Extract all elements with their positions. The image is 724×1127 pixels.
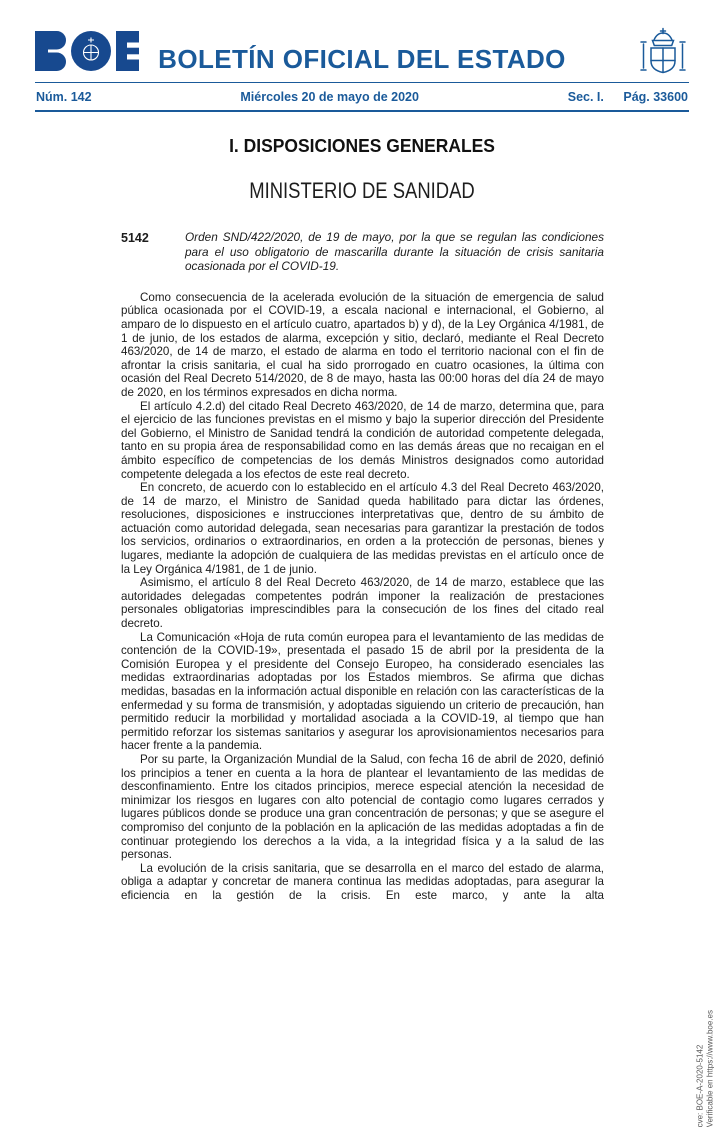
document-body (121, 291, 604, 903)
masthead (35, 0, 689, 112)
order-number: 5142 (121, 231, 149, 245)
order-title: Orden SND/422/2020, de 19 de mayo, por la que se regulan las condiciones para el uso obligatorio de mascarilla durante la situación de crisis sanitaria ocasionada por el COVID-19. (185, 230, 604, 274)
paragraph: La evolución de la crisis sanitaria, que se desarrolla en el marco del estado de alarma, obliga a adaptar y concretar de manera continua las medidas adoptadas, para asegurar la eficiencia en la gestión de la crisis. En este marco, y ante la alta (121, 861, 604, 902)
paragraph: La Comunicación «Hoja de ruta común europea para el levantamiento de las medidas de contención de la COVID-19», presentada el pasado 15 de abril por la presidenta de la Comisión Europea y el presidente del Consejo Europeo, ha considerado esenciales las medidas extraordinarias adoptadas por los Estados miembros. Se afirma que dichas medidas, basadas en la información actual disponible en relación con las características de la enfermedad y su forma de transmisión, y adoptadas siguiendo un criterio de precaución, han permitido reducir la morbilidad y mortalidad asociada a la COVID-19, al tiempo que han permitido reforzar los sistemas sanitarios y asegurar los aprovisionamientos necesarios para hacer frente a la pandemia. (121, 630, 604, 753)
issue-date: Miércoles 20 de mayo de 2020 (240, 90, 419, 104)
paragraph: En concreto, de acuerdo con lo establecido en el artículo 4.3 del Real Decreto 463/2020, de 14 de marzo, el Ministro de Sanidad queda habilitado para dictar las órdenes, resoluciones, disposiciones e instrucciones interpretativas que, dentro de su ámbito de actuación como autoridad delegada, sean necesarias para garantizar la prestación de todos los servicios, ordinarios o extraordinarios, en orden a la protección de personas, bienes y lugares, mediante la adopción de cualquiera de las medidas previstas en el artículo once de la Ley Orgánica 4/1981, de 1 de junio. (121, 481, 604, 576)
issue-number: Núm. 142 (36, 90, 92, 104)
cve-code: cve: BOE-A-2020-5142 (695, 1044, 704, 1127)
masthead-title: BOLETÍN OFICIAL DEL ESTADO (158, 44, 566, 74)
section-page-group (568, 90, 688, 104)
order-block (121, 230, 604, 274)
section-label: Sec. I. (567, 90, 604, 104)
issue-meta-row (35, 83, 689, 110)
verification-url: Verificable en https://www.boe.es (705, 1010, 714, 1127)
header-divider-thick (35, 110, 689, 112)
paragraph: Por su parte, la Organización Mundial de la Salud, con fecha 16 de abril de 2020, definió los principios a tener en cuenta a la hora de plantear el levantamiento de las medidas de desconfinamiento. Entre los citados principios, merece especial atención la necesidad de minimizar los riesgos en lugares con alto potencial de contagio como lugares cerrados y lugares públicos donde se produce una gran concentración de personas; y que se asegure el compromiso del conjunto de la población en la aplicación de las medidas adoptadas a fin de continuar protegiendo los derechos a la vida, a la integridad física y a la salud de las personas. (121, 752, 604, 862)
paragraph: Como consecuencia de la acelerada evolución de la situación de emergencia de salud pública ocasionada por el COVID-19, a escala nacional e internacional, el Gobierno, al amparo de lo dispuesto en el artículo cuatro, apartados b) y d), de la Ley Orgánica 4/1981, de 1 de junio, de los estados de alarma, excepción y sitio, declaró, mediante el Real Decreto 463/2020, de 14 de marzo, el estado de alarma en todo el territorio nacional con el fin de afrontar la crisis sanitaria, el cual ha sido prorrogado en cuatro ocasiones, la última con ocasión del Real Decreto 514/2020, de 8 de mayo, hasta las 00:00 horas del día 24 de mayo de 2020, en los términos expresados en dicha norma. (121, 290, 604, 399)
cve-vertical-text (695, 1010, 715, 1127)
paragraph: Asimismo, el artículo 8 del Real Decreto 463/2020, de 14 de marzo, establece que las autoridades delegadas competentes podrán imponer la realización de prestaciones personales obligatorias imprescindibles para la consecución de los fines del citado real decreto. (121, 576, 604, 631)
masthead-top (35, 0, 689, 82)
section-heading: I. DISPOSICIONES GENERALES (229, 136, 495, 156)
ministry-heading: MINISTERIO DE SANIDAD (249, 178, 475, 203)
paragraph: El artículo 4.2.d) del citado Real Decreto 463/2020, de 14 de marzo, determina que, para el ejercicio de las funciones previstas en el mismo y bajo la superior dirección del Presidente del Gobierno, el Ministro de Sanidad tendrá la condición de autoridad competente delegada, tanto en su propia área de responsabilidad como en las demás áreas que no recaigan en el ámbito específico de competencias de los demás Ministros designados como autoridad competente delegada a los efectos de este real decreto. (121, 399, 604, 481)
page-label: Pág. 33600 (623, 90, 688, 104)
coat-of-arms-icon (639, 27, 687, 85)
